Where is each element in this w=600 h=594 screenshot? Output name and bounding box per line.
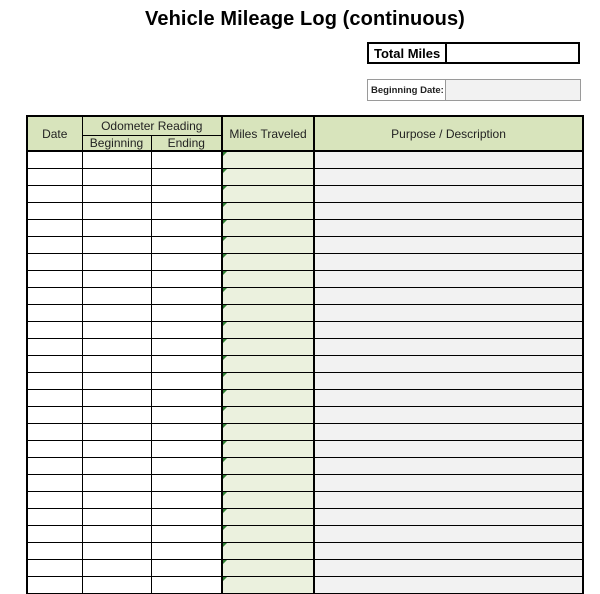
miles-traveled-cell[interactable]: [222, 577, 314, 594]
ending-cell[interactable]: [151, 254, 222, 271]
ending-cell[interactable]: [151, 509, 222, 526]
formula-indicator-icon: [223, 169, 227, 173]
table-row: [27, 407, 583, 424]
table-row: [27, 151, 583, 169]
table-row: [27, 254, 583, 271]
date-cell[interactable]: [27, 373, 82, 390]
purpose-cell[interactable]: [314, 526, 583, 543]
ending-cell[interactable]: [151, 424, 222, 441]
miles-traveled-cell[interactable]: [222, 492, 314, 509]
beginning-cell[interactable]: [82, 407, 151, 424]
miles-traveled-cell[interactable]: [222, 220, 314, 237]
ending-cell[interactable]: [151, 203, 222, 220]
formula-indicator-icon: [223, 339, 227, 343]
formula-indicator-icon: [223, 254, 227, 258]
beginning-cell[interactable]: [82, 424, 151, 441]
purpose-cell[interactable]: [314, 151, 583, 169]
beginning-cell[interactable]: [82, 356, 151, 373]
date-cell[interactable]: [27, 458, 82, 475]
formula-indicator-icon: [223, 271, 227, 275]
ending-cell[interactable]: [151, 560, 222, 577]
ending-cell[interactable]: [151, 339, 222, 356]
table-row: [27, 322, 583, 339]
purpose-cell[interactable]: [314, 356, 583, 373]
beginning-cell[interactable]: [82, 186, 151, 203]
ending-cell[interactable]: [151, 305, 222, 322]
ending-cell[interactable]: [151, 526, 222, 543]
beginning-cell[interactable]: [82, 151, 151, 169]
miles-traveled-cell[interactable]: [222, 203, 314, 220]
purpose-cell[interactable]: [314, 305, 583, 322]
date-cell[interactable]: [27, 560, 82, 577]
date-cell[interactable]: [27, 475, 82, 492]
date-cell[interactable]: [27, 186, 82, 203]
miles-traveled-cell[interactable]: [222, 543, 314, 560]
purpose-cell[interactable]: [314, 203, 583, 220]
page-title: Vehicle Mileage Log (continuous): [145, 8, 465, 30]
formula-indicator-icon: [223, 526, 227, 530]
purpose-cell[interactable]: [314, 407, 583, 424]
formula-indicator-icon: [223, 509, 227, 513]
miles-traveled-cell[interactable]: [222, 356, 314, 373]
table-row: [27, 373, 583, 390]
beginning-cell[interactable]: [82, 509, 151, 526]
purpose-cell[interactable]: [314, 373, 583, 390]
date-cell[interactable]: [27, 151, 82, 169]
beginning-date-label: Beginning Date:: [368, 80, 446, 100]
miles-traveled-cell[interactable]: [222, 407, 314, 424]
purpose-cell[interactable]: [314, 390, 583, 407]
ending-header: Ending: [151, 135, 222, 151]
total-miles-label: Total Miles: [369, 44, 447, 62]
ending-cell[interactable]: [151, 151, 222, 169]
purpose-cell[interactable]: [314, 339, 583, 356]
beginning-cell[interactable]: [82, 475, 151, 492]
beginning-cell[interactable]: [82, 577, 151, 594]
date-header: Date: [27, 116, 82, 151]
beginning-date-value[interactable]: [446, 80, 580, 100]
date-cell[interactable]: [27, 169, 82, 186]
purpose-cell[interactable]: [314, 543, 583, 560]
miles-traveled-cell[interactable]: [222, 288, 314, 305]
purpose-cell[interactable]: [314, 577, 583, 594]
formula-indicator-icon: [223, 407, 227, 411]
date-cell[interactable]: [27, 322, 82, 339]
table-row: [27, 339, 583, 356]
table-row: [27, 220, 583, 237]
miles-traveled-cell[interactable]: [222, 151, 314, 169]
ending-cell[interactable]: [151, 356, 222, 373]
table-row: [27, 305, 583, 322]
ending-cell[interactable]: [151, 407, 222, 424]
formula-indicator-icon: [223, 441, 227, 445]
beginning-cell[interactable]: [82, 373, 151, 390]
purpose-cell[interactable]: [314, 475, 583, 492]
table-row: [27, 543, 583, 560]
table-row: [27, 203, 583, 220]
formula-indicator-icon: [223, 237, 227, 241]
table-row: [27, 271, 583, 288]
formula-indicator-icon: [223, 543, 227, 547]
miles-traveled-cell[interactable]: [222, 560, 314, 577]
ending-cell[interactable]: [151, 543, 222, 560]
table-row: [27, 475, 583, 492]
formula-indicator-icon: [223, 152, 227, 156]
miles-traveled-cell[interactable]: [222, 526, 314, 543]
beginning-cell[interactable]: [82, 458, 151, 475]
formula-indicator-icon: [223, 288, 227, 292]
mileage-log-table: [26, 115, 584, 594]
purpose-cell[interactable]: [314, 322, 583, 339]
ending-cell[interactable]: [151, 458, 222, 475]
miles-traveled-cell[interactable]: [222, 271, 314, 288]
miles-traveled-cell[interactable]: [222, 254, 314, 271]
date-cell[interactable]: [27, 441, 82, 458]
date-cell[interactable]: [27, 390, 82, 407]
purpose-cell[interactable]: [314, 424, 583, 441]
beginning-cell[interactable]: [82, 288, 151, 305]
date-cell[interactable]: [27, 254, 82, 271]
purpose-cell[interactable]: [314, 560, 583, 577]
date-cell[interactable]: [27, 203, 82, 220]
table-row: [27, 509, 583, 526]
miles-traveled-cell[interactable]: [222, 186, 314, 203]
date-cell[interactable]: [27, 543, 82, 560]
beginning-cell[interactable]: [82, 441, 151, 458]
beginning-cell[interactable]: [82, 169, 151, 186]
miles-traveled-cell[interactable]: [222, 458, 314, 475]
miles-traveled-cell[interactable]: [222, 424, 314, 441]
table-row: [27, 560, 583, 577]
miles-traveled-cell[interactable]: [222, 390, 314, 407]
formula-indicator-icon: [223, 560, 227, 564]
ending-cell[interactable]: [151, 475, 222, 492]
table-row: [27, 458, 583, 475]
purpose-cell[interactable]: [314, 237, 583, 254]
table-row: [27, 356, 583, 373]
date-cell[interactable]: [27, 526, 82, 543]
miles-traveled-cell[interactable]: [222, 441, 314, 458]
formula-indicator-icon: [223, 424, 227, 428]
beginning-cell[interactable]: [82, 322, 151, 339]
ending-cell[interactable]: [151, 492, 222, 509]
table-row: [27, 169, 583, 186]
table-row: [27, 237, 583, 254]
miles-traveled-cell[interactable]: [222, 373, 314, 390]
purpose-cell[interactable]: [314, 441, 583, 458]
purpose-cell[interactable]: [314, 492, 583, 509]
table-row: [27, 288, 583, 305]
table-row: [27, 577, 583, 594]
date-cell[interactable]: [27, 492, 82, 509]
table-row: [27, 441, 583, 458]
table-row: [27, 186, 583, 203]
purpose-cell[interactable]: [314, 458, 583, 475]
purpose-cell[interactable]: [314, 288, 583, 305]
date-cell[interactable]: [27, 220, 82, 237]
table-row: [27, 526, 583, 543]
beginning-cell[interactable]: [82, 560, 151, 577]
ending-cell[interactable]: [151, 237, 222, 254]
miles-traveled-cell[interactable]: [222, 339, 314, 356]
miles-traveled-cell[interactable]: [222, 509, 314, 526]
ending-cell[interactable]: [151, 220, 222, 237]
miles-traveled-cell[interactable]: [222, 322, 314, 339]
miles-traveled-cell[interactable]: [222, 237, 314, 254]
date-cell[interactable]: [27, 271, 82, 288]
beginning-cell[interactable]: [82, 220, 151, 237]
formula-indicator-icon: [223, 322, 227, 326]
ending-cell[interactable]: [151, 169, 222, 186]
miles-traveled-cell[interactable]: [222, 475, 314, 492]
beginning-cell[interactable]: [82, 271, 151, 288]
formula-indicator-icon: [223, 458, 227, 462]
formula-indicator-icon: [223, 492, 227, 496]
beginning-date-box: [367, 79, 581, 101]
purpose-cell[interactable]: [314, 220, 583, 237]
formula-indicator-icon: [223, 356, 227, 360]
ending-cell[interactable]: [151, 322, 222, 339]
total-miles-box: [367, 42, 580, 64]
purpose-cell[interactable]: [314, 169, 583, 186]
miles-traveled-cell[interactable]: [222, 305, 314, 322]
formula-indicator-icon: [223, 373, 227, 377]
ending-cell[interactable]: [151, 186, 222, 203]
total-miles-value[interactable]: [447, 44, 578, 62]
formula-indicator-icon: [223, 203, 227, 207]
beginning-cell[interactable]: [82, 339, 151, 356]
formula-indicator-icon: [223, 577, 227, 581]
date-cell[interactable]: [27, 424, 82, 441]
odometer-reading-header: Odometer Reading: [82, 116, 222, 135]
purpose-cell[interactable]: [314, 509, 583, 526]
beginning-cell[interactable]: [82, 237, 151, 254]
date-cell[interactable]: [27, 305, 82, 322]
table-row: [27, 390, 583, 407]
formula-indicator-icon: [223, 390, 227, 394]
table-row: [27, 424, 583, 441]
ending-cell[interactable]: [151, 441, 222, 458]
date-cell[interactable]: [27, 356, 82, 373]
miles-traveled-cell[interactable]: [222, 169, 314, 186]
beginning-cell[interactable]: [82, 543, 151, 560]
beginning-cell[interactable]: [82, 390, 151, 407]
ending-cell[interactable]: [151, 271, 222, 288]
beginning-cell[interactable]: [82, 305, 151, 322]
beginning-header: Beginning: [82, 135, 151, 151]
formula-indicator-icon: [223, 475, 227, 479]
ending-cell[interactable]: [151, 373, 222, 390]
formula-indicator-icon: [223, 186, 227, 190]
beginning-cell[interactable]: [82, 254, 151, 271]
beginning-cell[interactable]: [82, 492, 151, 509]
ending-cell[interactable]: [151, 577, 222, 594]
date-cell[interactable]: [27, 407, 82, 424]
formula-indicator-icon: [223, 220, 227, 224]
date-cell[interactable]: [27, 237, 82, 254]
purpose-description-header: Purpose / Description: [314, 116, 583, 151]
date-cell[interactable]: [27, 509, 82, 526]
purpose-cell[interactable]: [314, 186, 583, 203]
log-body: [27, 151, 583, 594]
date-cell[interactable]: [27, 577, 82, 594]
date-cell[interactable]: [27, 288, 82, 305]
miles-traveled-header: Miles Traveled: [222, 116, 314, 151]
date-cell[interactable]: [27, 339, 82, 356]
purpose-cell[interactable]: [314, 271, 583, 288]
beginning-cell[interactable]: [82, 203, 151, 220]
formula-indicator-icon: [223, 305, 227, 309]
ending-cell[interactable]: [151, 390, 222, 407]
ending-cell[interactable]: [151, 288, 222, 305]
purpose-cell[interactable]: [314, 254, 583, 271]
table-row: [27, 492, 583, 509]
beginning-cell[interactable]: [82, 526, 151, 543]
